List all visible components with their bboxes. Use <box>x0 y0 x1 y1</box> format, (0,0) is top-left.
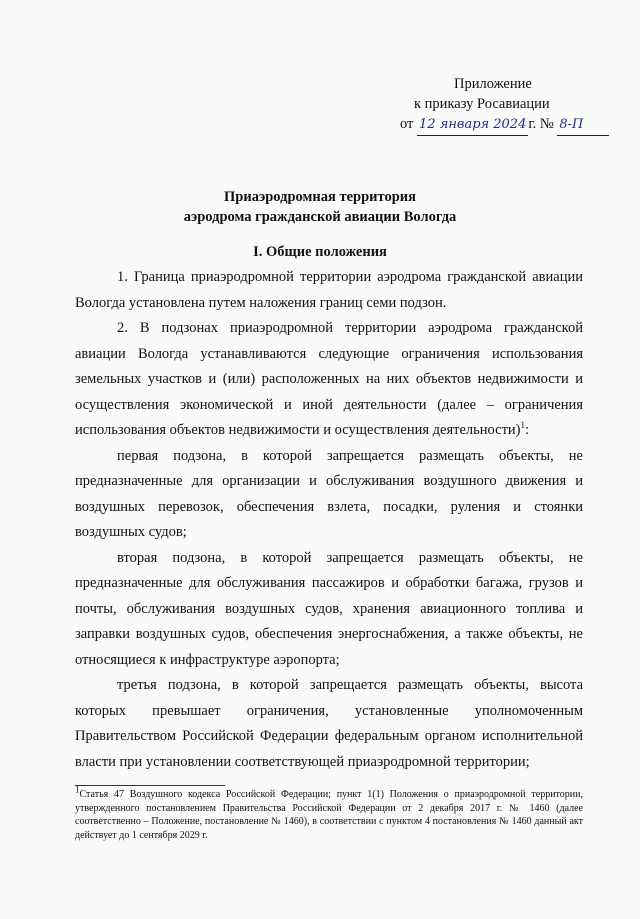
paragraph-2 <box>75 316 583 444</box>
appendix-date-line <box>400 114 609 136</box>
paragraph-subzone-3: третья подзона, в которой запрещается размещать объекты, высота которых превышает ограничения, установленные уполномоченным Правительством Российской Федерации федеральным органом исполнительной власти при установлении соответствующей приаэродромной территории; <box>75 677 583 770</box>
document-body <box>75 265 583 775</box>
document-title <box>0 187 640 227</box>
paragraph-2-end: : <box>525 422 530 438</box>
appendix-label: Приложение <box>454 76 532 92</box>
footnote-mark: 1 <box>75 784 80 795</box>
paragraph-subzone-1: первая подзона, в которой запрещается размещать объекты, не предназначенные для организации и обслуживания воздушного движения и воздушных перевозок, обеспечения взлета, посадки, руления и стоянки воздушных судов; <box>75 447 583 540</box>
title-line-1: Приаэродромная территория <box>224 189 416 205</box>
paragraph-subzone-2: вторая подзона, в которой запрещается размещать объекты, не предназначенные для обслуживания пассажиров и обработки багажа, грузов и почты, обслуживания воздушных судов, хранения авиационного топлива и заправки воздушных судов, обеспечения энергоснабжения, а также объекты, не относящиеся к инфраструктуре аэропорта; <box>75 549 583 668</box>
appendix-order-ref: к приказу Росавиации <box>414 96 550 112</box>
footnote <box>75 784 583 842</box>
handwritten-date: 12 января 2024 <box>419 117 527 132</box>
footnote-text: Статья 47 Воздушного кодекса Российской Федерации; пункт 1(1) Положения о приаэродромной территории, утвержденного постановлением Правительства Российской Федерации от 2 декабря 2017 г. № 1460 (далее соответственно – Положение, постановление № 1460), в соответствии с пунктом 4 постановления № 1460 данный акт действует до 1 сентября 2029 г. <box>75 789 583 841</box>
footnote-divider <box>75 785 225 786</box>
handwritten-number: 8-П <box>559 117 584 132</box>
date-field <box>417 114 528 136</box>
footnote-reference: 1 <box>520 420 525 431</box>
section-heading: I. Общие положения <box>253 244 387 260</box>
paragraph-2-text: 2. В подзонах приаэродромной территории аэродрома гражданской авиации Вологда устанавливаются следующие ограничения использования земельных участков и (или) расположенных на них объектов недвижимости и осуществления экономической и иной деятельности (далее – ограничения использования объектов недвижимости и осуществления деятельности) <box>75 320 583 438</box>
date-prefix: от <box>400 116 414 132</box>
number-prefix: г. № <box>528 116 554 132</box>
title-line-2: аэродрома гражданской авиации Вологда <box>183 209 457 225</box>
paragraph-1: 1. Граница приаэродромной территории аэродрома гражданской авиации Вологда установлена путем наложения границ семи подзон. <box>75 269 583 311</box>
number-field <box>557 114 609 136</box>
